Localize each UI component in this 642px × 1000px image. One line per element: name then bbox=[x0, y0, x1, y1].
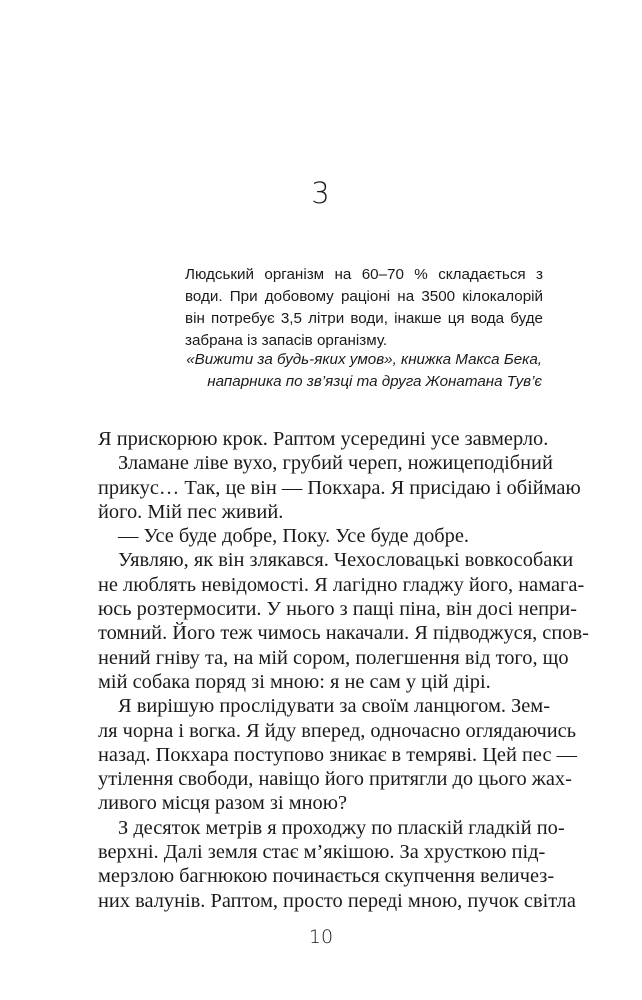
body-line: ля чорна і вогка. Я йду вперед, одночасно оглядаючись bbox=[98, 719, 577, 742]
epigraph-source-line: «Вижити за будь-яких умов», книжка Макса Бека, bbox=[186, 351, 542, 368]
body-line: — Усе буде добре, Поку. Усе буде добре. bbox=[118, 525, 469, 548]
body-line: верхні. Далі земля стає м’якішою. За хрусткою під- bbox=[98, 841, 546, 864]
body-line: утілення свободи, навіщо його притягли до цього жах- bbox=[98, 768, 572, 791]
epigraph bbox=[185, 264, 543, 352]
chapter-number: 3 bbox=[311, 176, 331, 210]
body-line: його. Мій пес живий. bbox=[98, 500, 284, 523]
body-line: Я прискорюю крок. Раптом усередині усе завмерло. bbox=[98, 428, 549, 450]
body-line: них валунів. Раптом, просто переді мною, пучок світла bbox=[98, 889, 576, 912]
epigraph-source-line: напарника по зв’язці та друга Жонатана Тув’є bbox=[207, 373, 542, 390]
body-line: ливого місця разом зі мною? bbox=[98, 792, 348, 815]
body-line: З десяток метрів я проходжу по пласкій гладкій по- bbox=[118, 816, 565, 839]
body-line: прикус… Так, це він — Покхара. Я присідаю і обіймаю bbox=[98, 476, 581, 499]
epigraph-text: Людський організм на 60–70 % складається з води. При добовому раціоні на 3500 кілокалорій він потребує 3,5 літри води, інакше ця вода буде забрана із запасів організму. bbox=[185, 266, 543, 349]
body-line: Уявляю, як він злякався. Чехословацькі вовкособаки bbox=[118, 549, 574, 572]
body-line: не люблять невідомості. Я лагідно гладжу його, намага- bbox=[98, 573, 585, 596]
body-line: нений гніву та, на мій сором, полегшення від того, що bbox=[98, 646, 569, 669]
body-line: Я вирішую прослідувати за своїм ланцюгом. Зем- bbox=[118, 695, 551, 718]
body-line: мій собака поряд зі мною: я не сам у цій дірі. bbox=[98, 670, 491, 693]
body-line: Зламане ліве вухо, грубий череп, ножицеподібний bbox=[118, 452, 553, 475]
body-line: томний. Його теж чимось накачали. Я підводжуся, спов- bbox=[98, 622, 589, 645]
body-line: мерзлою багнюкою починається скупчення величез- bbox=[98, 865, 555, 888]
page-number: 10 bbox=[308, 926, 334, 948]
body-text bbox=[98, 427, 589, 913]
body-line: назад. Покхара поступово зникає в темряві. Цей пес — bbox=[98, 743, 578, 766]
body-line: юсь розтермосити. У нього з пащі піна, він досі непри- bbox=[98, 598, 577, 621]
epigraph-source bbox=[122, 349, 542, 393]
